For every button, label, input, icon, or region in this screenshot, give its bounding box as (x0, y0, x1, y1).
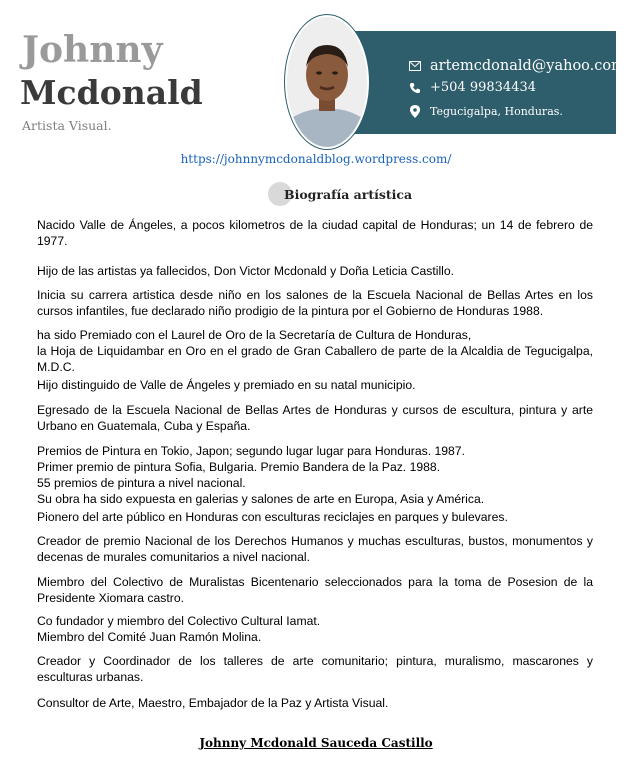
location-text: Tegucigalpa, Honduras. (430, 104, 563, 118)
section-heading (268, 182, 412, 206)
phone-icon (408, 81, 422, 95)
bio-paragraph: Hijo de las artistas ya fallecidos, Don Victor Mcdonald y Doña Leticia Castillo. (37, 264, 455, 278)
bio-paragraph: Nacido Valle de Ángeles, a pocos kilometros de la ciudad capital de Honduras; un 14 de febrero de 1977. (37, 218, 593, 248)
signature: Johnny Mcdonald Sauceda Castillo (199, 736, 433, 750)
bio-paragraph: Inicia su carrera artistica desde niño en los salones de la Escuela Nacional de Bellas Artes en los cursos infantiles, fue declarado niño prodigio de la pintura por el Gobierno de Honduras 1988. (37, 288, 593, 318)
professional-title: Artista Visual. (22, 118, 112, 133)
phone-text[interactable]: +504 99834434 (430, 80, 537, 95)
location-row (408, 104, 563, 118)
bio-paragraph: Creador y Coordinador de los talleres de arte comunitario; pintura, muralismo, mascarones y esculturas urbanas. (37, 654, 593, 684)
blog-link[interactable]: https://johnnymcdonaldblog.wordpress.com/ (180, 152, 452, 166)
email-row[interactable] (408, 58, 625, 74)
email-text[interactable]: artemcdonald@yahoo.com (430, 58, 625, 74)
location-pin-icon (408, 104, 422, 118)
bio-paragraph: Co fundador y miembro del Colectivo Cultural Iamat. Miembro del Comité Juan Ramón Molina. (37, 614, 321, 644)
section-heading-text: Biografía artística (284, 186, 413, 202)
bio-paragraph: Miembro del Colectivo de Muralistas Bicentenario seleccionados para la toma de Posesion de la Presidente Xiomara castro. (37, 575, 593, 605)
envelope-icon (408, 59, 422, 73)
bio-paragraph: Hijo distinguido de Valle de Ángeles y premiado en su natal municipio. (37, 378, 416, 392)
phone-row[interactable] (408, 80, 536, 95)
bio-paragraph: ha sido Premiado con el Laurel de Oro de la Secretaría de Cultura de Honduras, la Hoja de Liquidambar en Oro en el grado de Gran Caballero de parte de la Alcaldia de Tegucigalpa, M.D.C. (37, 328, 593, 374)
bio-paragraph: Consultor de Arte, Maestro, Embajador de la Paz y Artista Visual. (37, 696, 389, 710)
bio-paragraph: Premios de Pintura en Tokio, Japon; segundo lugar lugar para Honduras. 1987. Primer premio de pintura Sofia, Bulgaria. Premio Bandera de la Paz. 1988. 55 premios de pintura a nivel nacional. Su obra ha sido expuesta en galerias y salones de arte en Europa, Asia y América. (37, 444, 485, 506)
bio-paragraph: Egresado de la Escuela Nacional de Bellas Artes de Honduras y cursos de escultura, pintura y arte Urbano en Guatemala, Cuba y España. (37, 403, 593, 433)
profile-photo (285, 15, 369, 149)
bio-paragraph: Creador de premio Nacional de los Derechos Humanos y muchas esculturas, bustos, monumentos y decenas de murales comunitarios a nivel nacional. (37, 534, 593, 564)
bio-paragraph: Pionero del arte público en Honduras con esculturas reciclajes en parques y bulevares. (37, 510, 508, 524)
last-name: Mcdonald (20, 73, 203, 112)
first-name: Johnny (22, 29, 163, 71)
